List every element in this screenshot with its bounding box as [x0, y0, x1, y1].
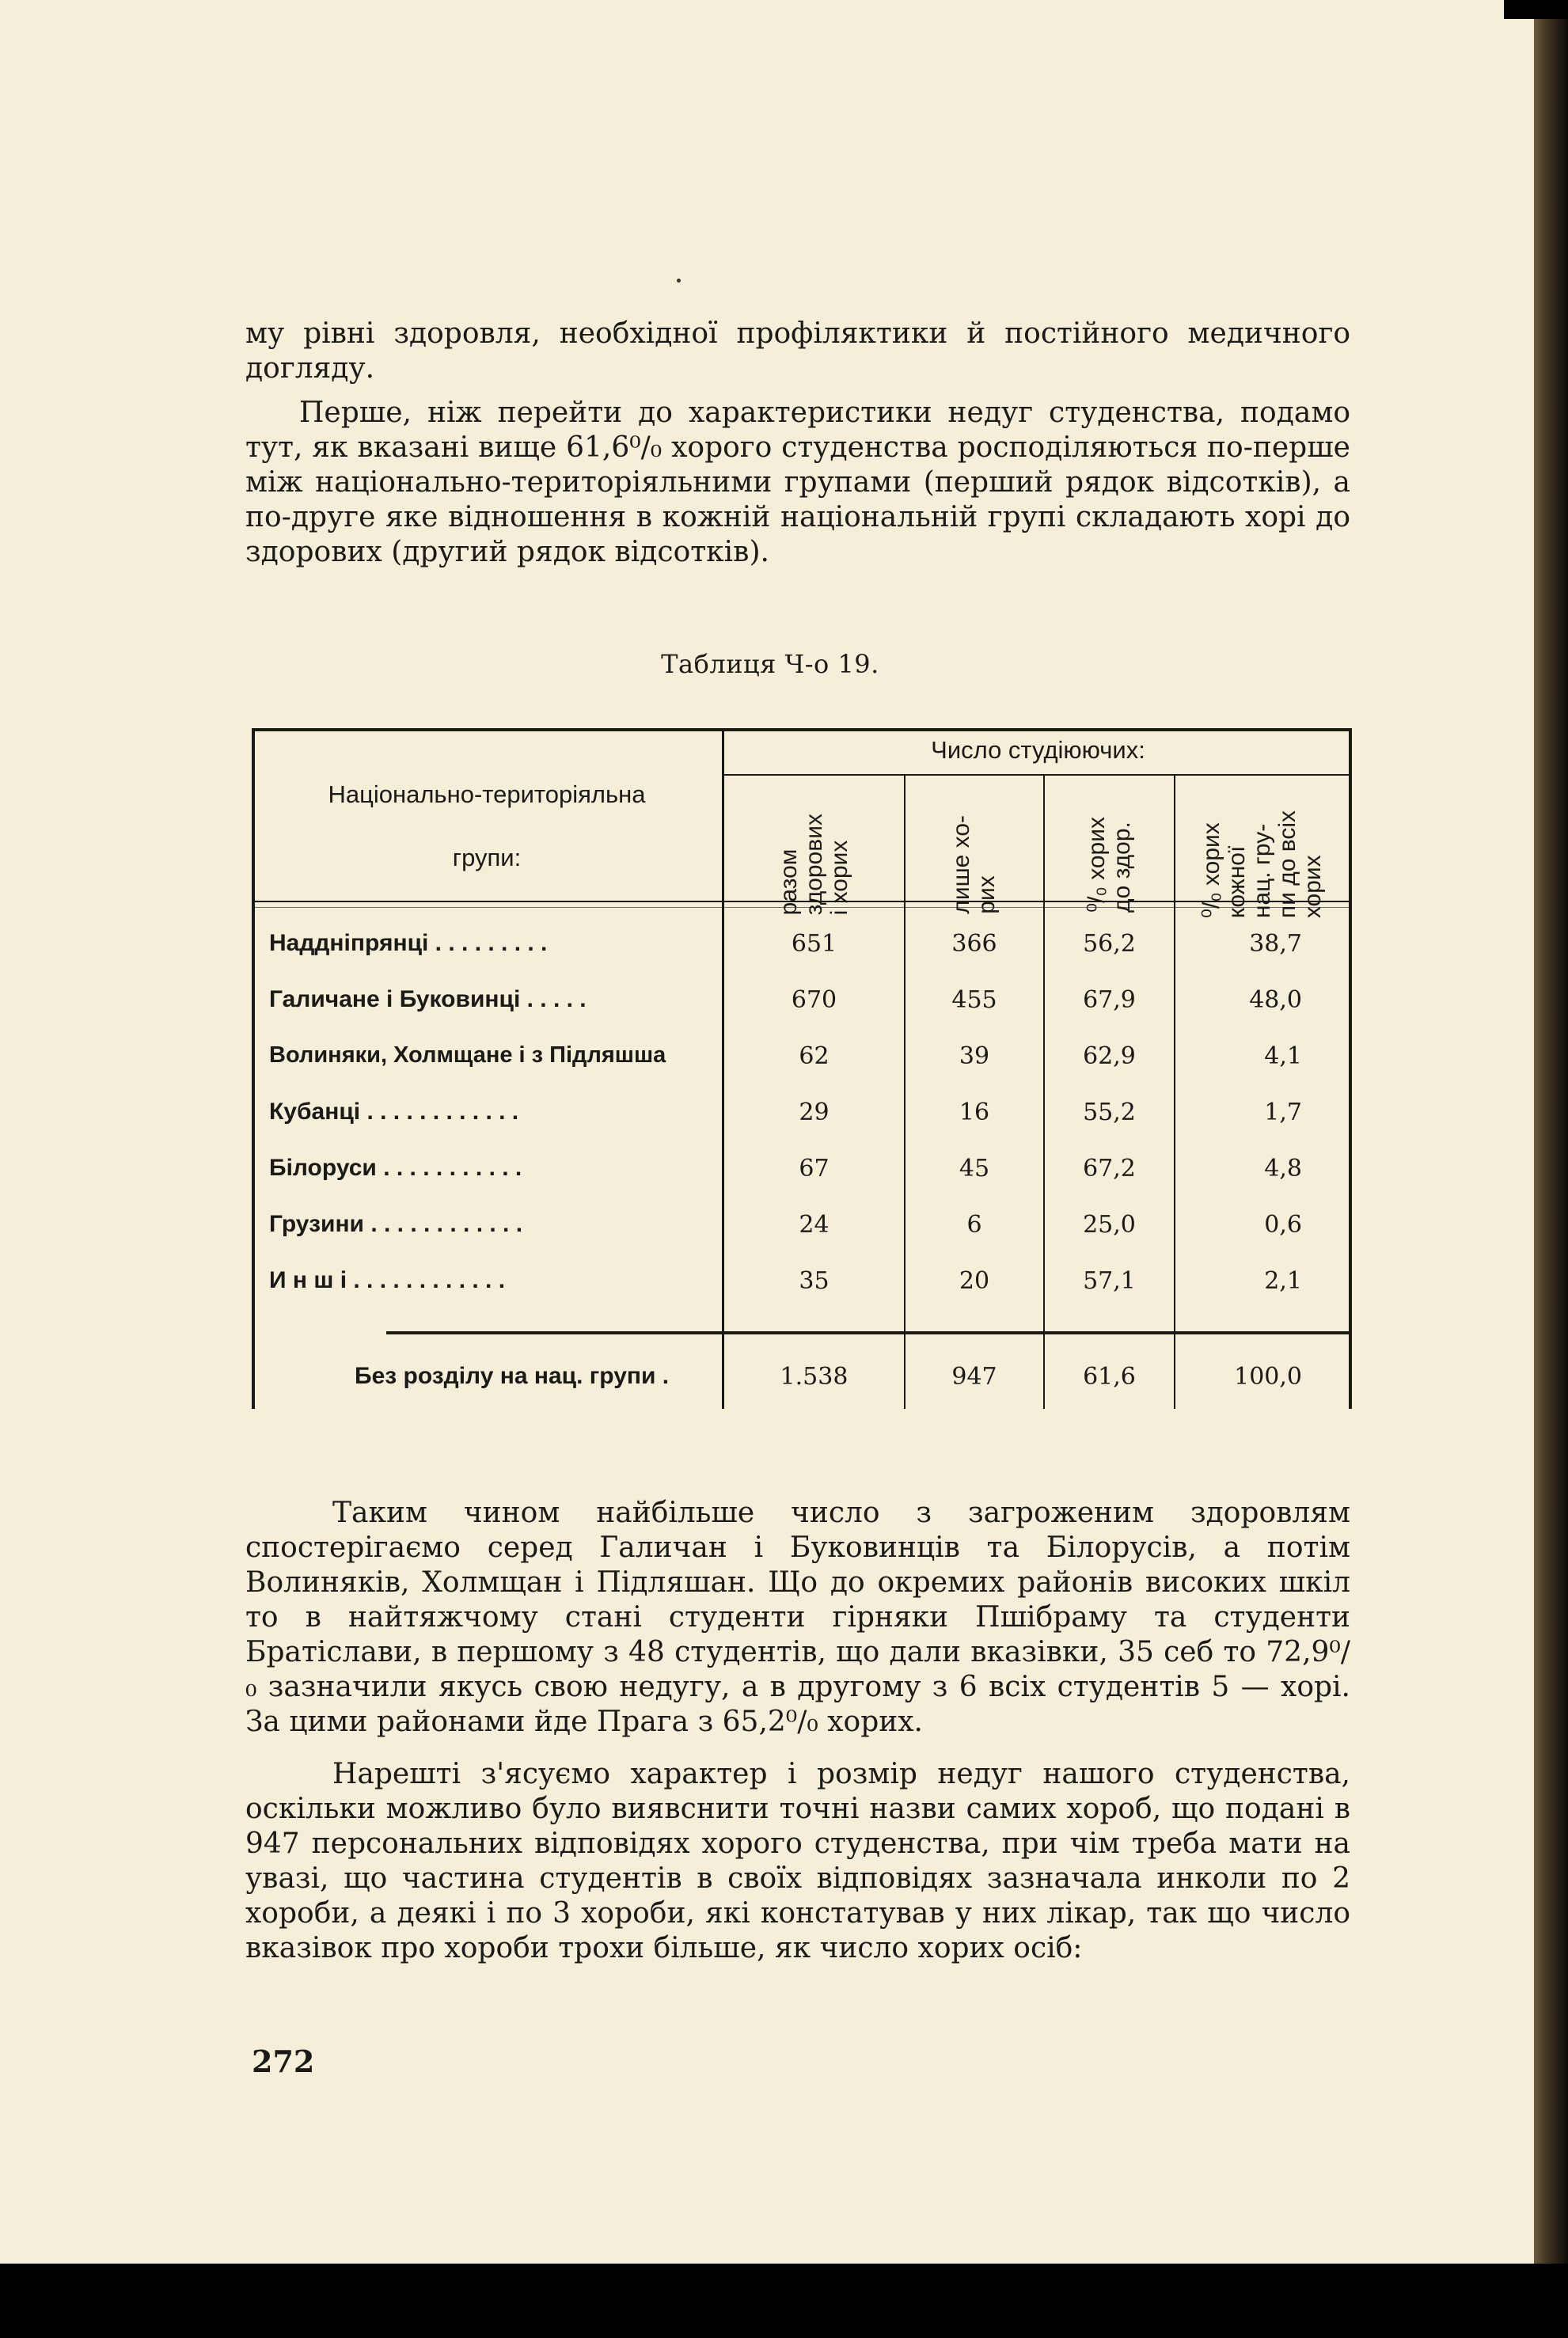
group-header: Національно-територіяльна групи:	[328, 780, 646, 871]
cell-pct-healthy: 56,2	[1083, 930, 1136, 958]
cell-pct-all: 1,7	[1264, 1099, 1302, 1126]
cell-sick: 16	[959, 1099, 990, 1126]
super-header: Число студіюючих:	[931, 736, 1145, 764]
table-caption: Таблиця Ч-о 19.	[661, 649, 879, 679]
col-header-pct-all: ⁰/₀ хорих кожної нац. гру- пи до всіх хорих	[1198, 810, 1326, 919]
row-label: Грузини . . . . . . . . . . . .	[269, 1211, 523, 1237]
scan-border-bottom	[0, 2264, 1568, 2338]
total-row-label: Без розділу на нац. групи .	[355, 1363, 670, 1389]
table-top-rule	[252, 728, 1352, 731]
row-label: И н ш і . . . . . . . . . . . .	[269, 1267, 506, 1293]
cell-pct-healthy: 57,1	[1083, 1267, 1136, 1295]
cell-pct-all: 0,6	[1264, 1211, 1302, 1239]
cell-total: 35	[799, 1267, 830, 1295]
col-header-pct-healthy: ⁰/₀ хорих до здор.	[1083, 816, 1135, 913]
cell-total: 67	[799, 1155, 830, 1182]
cell-sick: 6	[966, 1211, 982, 1239]
cell-pct-healthy: 67,2	[1083, 1155, 1136, 1182]
cell-sick: 20	[959, 1267, 990, 1295]
cell-total: 62	[799, 1042, 830, 1070]
col-header-sick: лише хо- рих	[948, 814, 1000, 914]
total-rule	[386, 1331, 1349, 1334]
cell-pct-all: 2,1	[1264, 1267, 1302, 1295]
cell-total: 24	[799, 1211, 830, 1239]
cell-pct-healthy: 55,2	[1083, 1099, 1136, 1126]
paragraph-1: му рівні здоровля, необхідної профіляктики й постійного медичного догляду.	[245, 317, 1350, 385]
cell-pct-healthy: 67,9	[1083, 986, 1136, 1014]
paragraph-3: Таким чином найбільше число з загроженим здоровлям спостерігаємо серед Галичан і Буковинців та Білорусів, а потім Волиняків, Холмщан і Підляшан. Що до окремих районів високих шкіл то в найтяжчому стані студенти гірняки Пшібраму та студенти Братіслави, в першому з 48 студентів, що дали вказівки, 35 себ то 72,9⁰/₀ зазначили якусь свою недугу, а в другому з 6 всіх студентів 5 — хорі. За цими районами йде Прага з 65,2⁰/₀ хорих.	[245, 1497, 1350, 1738]
cell-pct-all: 100,0	[1234, 1363, 1302, 1391]
cell-total: 29	[799, 1099, 830, 1126]
page-number: 272	[252, 2044, 315, 2079]
cell-total: 1.538	[780, 1363, 849, 1391]
paragraph-4: Нарешті з'ясуємо характер і розмір недуг нашого студенства, оскільки можливо було виявснити точні назви самих хороб, що подані в 947 персональних відповідях хорого студенства, при чім треба мати на увазі, що частина студентів в своїх відповідях зазначала инколи по 2 хороби, а деякі і по 3 хороби, які констатував у них лікар, так що число вказівок про хороби трохи більше, як число хорих осіб:	[245, 1758, 1350, 1964]
row-label: Кубанці . . . . . . . . . . . .	[269, 1099, 519, 1125]
cell-total: 670	[791, 986, 837, 1014]
cell-sick: 366	[951, 930, 997, 958]
col-header-total: разом здорових і хорих	[775, 813, 852, 916]
row-label: Білоруси . . . . . . . . . . .	[269, 1155, 522, 1181]
cell-pct-all: 38,7	[1249, 930, 1302, 958]
super-header-rule	[724, 774, 1352, 776]
cell-total: 651	[791, 930, 837, 958]
cell-pct-healthy: 62,9	[1083, 1042, 1136, 1070]
cell-pct-all: 4,8	[1264, 1155, 1302, 1182]
data-table	[252, 728, 1352, 1409]
cell-sick: 45	[959, 1155, 990, 1182]
row-label: Наддніпрянці . . . . . . . . .	[269, 930, 548, 956]
scan-border-top	[1504, 0, 1568, 19]
cell-sick: 39	[959, 1042, 990, 1070]
cell-pct-healthy: 25,0	[1083, 1211, 1136, 1239]
cell-sick: 455	[951, 986, 997, 1014]
row-label: Волиняки, Холмщане і з Підляшша	[269, 1042, 666, 1068]
ink-speck	[677, 279, 681, 283]
paragraph-2: Перше, ніж перейти до характеристики недуг студенства, подамо тут, як вказані вище 61,6⁰/₀ хорого студенства росподіляються по-перше між національно-територіяльними групами (перший рядок відсотків), а по-друге яке відношення в кожній національній групі складають хорі до здорових (другий рядок відсотків).	[245, 397, 1350, 568]
cell-sick: 947	[951, 1363, 997, 1391]
table-right-rule	[1349, 728, 1352, 1409]
row-label: Галичане і Буковинці . . . . .	[269, 986, 587, 1012]
book-binding-edge	[1534, 16, 1568, 2338]
cell-pct-all: 4,1	[1264, 1042, 1302, 1070]
cell-pct-healthy: 61,6	[1083, 1363, 1136, 1391]
cell-pct-all: 48,0	[1249, 986, 1302, 1014]
